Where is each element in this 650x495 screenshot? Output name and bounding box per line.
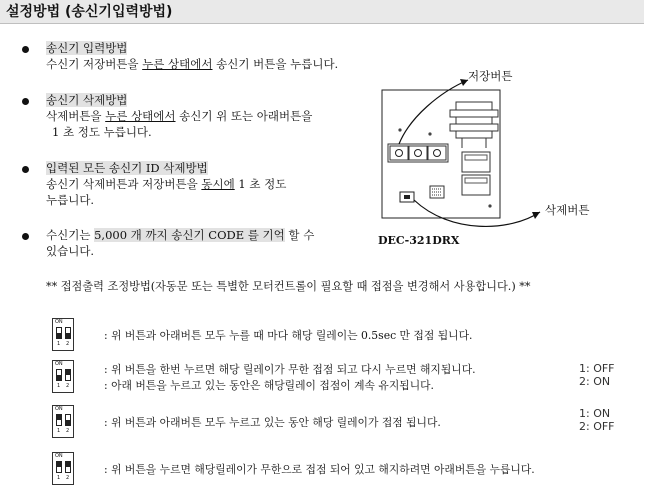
dip-switch-icon bbox=[52, 452, 74, 485]
dip-switch-number: 1 bbox=[57, 383, 61, 389]
list-item bbox=[46, 227, 314, 259]
switch-description: : 위 버튼과 아래버튼 모두 누르고 있는 동안 해당 릴레이가 접점 됩니다. bbox=[104, 416, 441, 429]
switch-state-2: 2: ON bbox=[579, 375, 611, 388]
list-item bbox=[46, 40, 338, 72]
switch-state-2: 2: OFF bbox=[579, 420, 615, 433]
switch-description: : 위 버튼을 누르면 해당릴레이가 무한으로 접점 되어 있고 해지하려면 아래버튼을 누릅니다. bbox=[104, 463, 535, 476]
switch-description: : 위 버튼을 한번 누르면 해당 릴레이가 무한 접점 되고 다시 누르면 해지됩니다. bbox=[104, 363, 476, 376]
item-text: 누릅니다. bbox=[46, 193, 95, 207]
dip-switch-on-label: ON bbox=[55, 406, 63, 412]
dip-switch-lever bbox=[56, 327, 62, 339]
dip-switch-lever bbox=[65, 327, 71, 339]
item-text-highlighted: 5,000 개 까지 송신기 CODE 를 기억 bbox=[94, 228, 285, 242]
dip-switch-number: 1 bbox=[57, 341, 61, 347]
delete-button-label: 삭제버튼 bbox=[545, 203, 590, 217]
item-text-underlined: 누른 상태에서 bbox=[142, 57, 213, 71]
switch-state-1: 1: ON bbox=[579, 407, 611, 420]
switch-state-1: 1: OFF bbox=[579, 362, 615, 375]
item-text: 송신기 위 또는 아래버튼을 bbox=[175, 109, 313, 123]
switch-description: : 아래 버튼을 누르고 있는 동안은 해당릴레이 접점이 계속 유지됩니다. bbox=[104, 379, 434, 392]
list-item bbox=[46, 160, 286, 208]
transformer-shape bbox=[456, 102, 492, 138]
item-text: 할 수 bbox=[284, 228, 315, 242]
save-button-label: 저장버튼 bbox=[468, 69, 513, 83]
dip-switch-number: 2 bbox=[66, 475, 70, 481]
item-title: 송신기 입력방법 bbox=[46, 41, 128, 55]
bullet-icon bbox=[22, 98, 29, 105]
item-text: 수신기는 bbox=[46, 228, 95, 242]
section-header: 설정방법 (송신기입력방법) bbox=[0, 0, 644, 24]
item-text: 1 초 정도 누릅니다. bbox=[52, 125, 152, 139]
dip-switch-on-label: ON bbox=[55, 319, 63, 325]
dip-switch-lever bbox=[65, 461, 71, 473]
dip-switch-lever bbox=[56, 369, 62, 381]
item-text: 송신기 삭제버튼과 저장버튼을 bbox=[46, 177, 202, 191]
dip-switch-icon bbox=[52, 405, 74, 438]
bullet-icon bbox=[22, 233, 29, 240]
item-text: 수신기 저장버튼을 bbox=[46, 57, 143, 71]
item-text: 송신기 버튼을 누릅니다. bbox=[212, 57, 339, 71]
item-text: 삭제버튼을 bbox=[46, 109, 106, 123]
list-item bbox=[46, 92, 312, 140]
dip-switch-on-label: ON bbox=[55, 453, 63, 459]
switch-state bbox=[579, 362, 615, 388]
bullet-icon bbox=[22, 166, 29, 173]
dip-switch-number: 2 bbox=[66, 383, 70, 389]
bullet-icon bbox=[22, 46, 29, 53]
switch-state bbox=[579, 407, 615, 433]
adjustment-note: ** 접점출력 조정방법(자동문 또는 특별한 모터컨트롤이 필요할 때 접점을 변경해서 사용합니다.) ** bbox=[46, 280, 531, 293]
model-name: DEC-321DRX bbox=[378, 234, 460, 247]
dip-switch-number: 2 bbox=[66, 341, 70, 347]
item-text-underlined: 누른 상태에서 bbox=[105, 109, 176, 123]
dip-switch-icon bbox=[52, 318, 74, 351]
dip-switch-lever bbox=[56, 461, 62, 473]
dip-switch-lever bbox=[65, 369, 71, 381]
item-text-underlined: 동시에 bbox=[201, 177, 235, 191]
item-text: 1 초 정도 bbox=[234, 177, 287, 191]
dip-switch-number: 1 bbox=[57, 475, 61, 481]
item-title: 송신기 삭제방법 bbox=[46, 93, 128, 107]
dip-switch-on-label: ON bbox=[55, 361, 63, 367]
item-text: 있습니다. bbox=[46, 244, 95, 258]
item-title: 입력된 모든 송신기 ID 삭제방법 bbox=[46, 161, 208, 175]
dip-switch-number: 1 bbox=[57, 428, 61, 434]
dip-switch-lever bbox=[65, 414, 71, 426]
dip-switch-lever bbox=[56, 414, 62, 426]
switch-description: : 위 버튼과 아래버튼 모두 누를 때 마다 해당 릴레이는 0.5sec 만 접점 됩니다. bbox=[104, 329, 473, 342]
dip-switch-icon bbox=[52, 360, 74, 393]
dip-switch-number: 2 bbox=[66, 428, 70, 434]
